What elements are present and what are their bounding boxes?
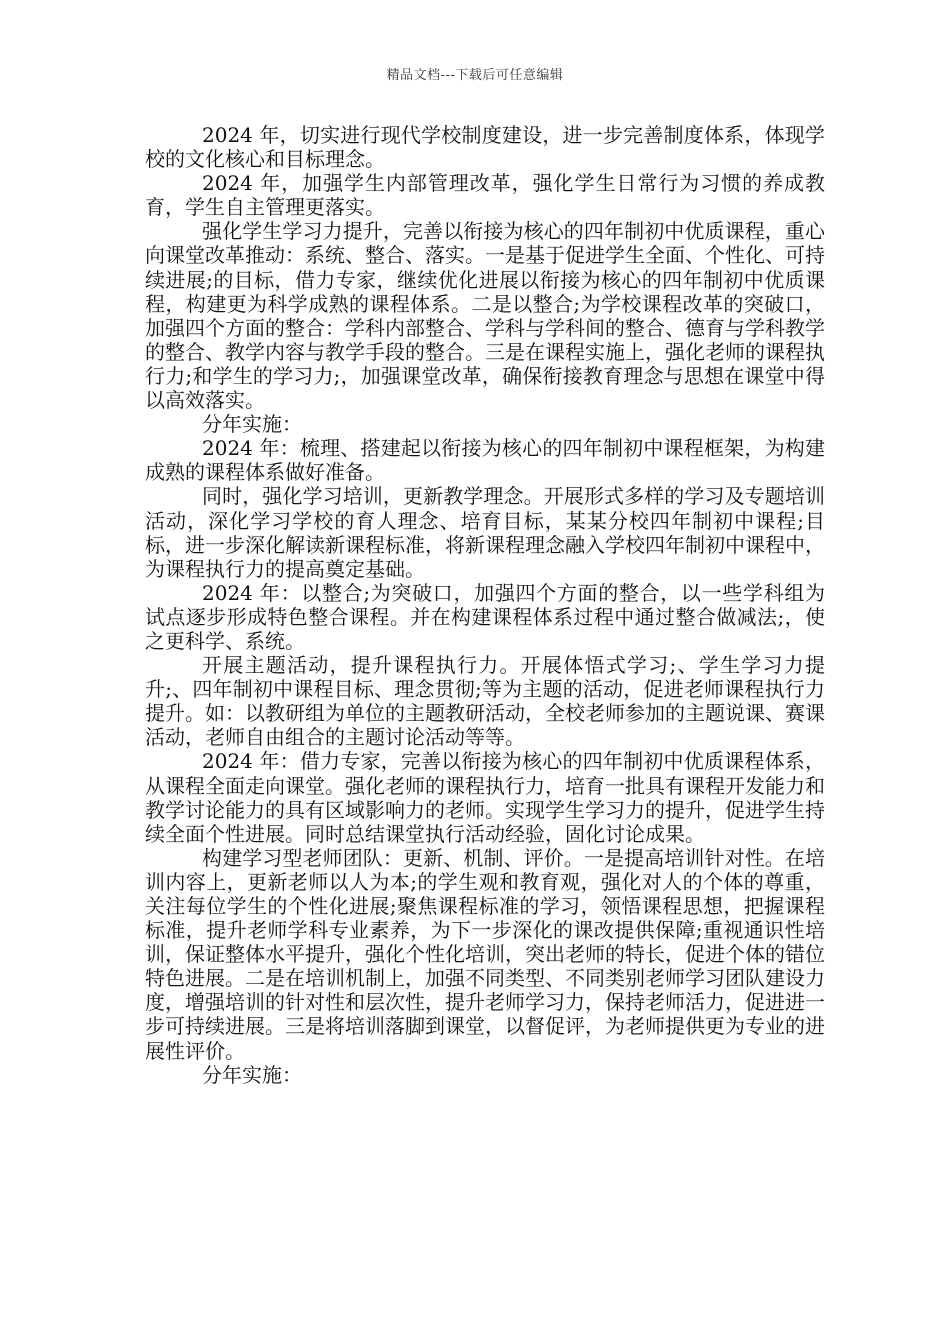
page-header: 精品文档---下载后可任意编辑 bbox=[386, 68, 564, 83]
paragraph: 同时，强化学习培训，更新教学理念。开展形式多样的学习及专题培训活动，深化学习学校的育人理念、培育目标，某某分校四年制初中课程;目标，进一步深化解读新课程标准，将新课程理念融入学校四年制初中课程中，为课程执行力的提高奠定基础。 bbox=[145, 484, 825, 581]
paragraph: 2024 年：借力专家，完善以衔接为核心的四年制初中优质课程体系，从课程全面走向课堂。强化老师的课程执行力，培育一批具有课程开发能力和教学讨论能力的具有区域影响力的老师。实现学生学习力的提升，促进学生持续全面个性进展。同时总结课堂执行活动经验，固化讨论成果。 bbox=[145, 749, 825, 846]
section-label: 分年实施： bbox=[202, 412, 302, 437]
paragraph: 2024 年，加强学生内部管理改革，强化学生日常行为习惯的养成教育，学生自主管理更落实。 bbox=[145, 171, 825, 220]
paragraph: 构建学习型老师团队：更新、机制、评价。一是提高培训针对性。在培训内容上，更新老师以人为本;的学生观和教育观，强化对人的个体的尊重，关注每位学生的个性化进展;聚焦课程标准的学习，领悟课程思想，把握课程标准，提升老师学科专业素养，为下一步深化的课改提供保障;重视通识性培训，保证整体水平提升，强化个性化培训，突出老师的特长，促进个体的错位特色进展。二是在培训机制上，加强不同类型、不同类别老师学习团队建设力度，增强培训的针对性和层次性，提升老师学习力，保持老师活力，促进进一步可持续进展。三是将培训落脚到课堂，以督促评，为老师提供更为专业的进展性评价。 bbox=[145, 845, 825, 1063]
section-label: 分年实施： bbox=[202, 1062, 302, 1087]
paragraph: 开展主题活动，提升课程执行力。开展体悟式学习;、学生学习力提升;、四年制初中课程目标、理念贯彻;等为主题的活动，促进老师课程执行力提升。如：以教研组为单位的主题教研活动，全校老师参加的主题说课、赛课活动，老师自由组合的主题讨论活动等等。 bbox=[145, 653, 825, 750]
paragraph: 2024 年：以整合;为突破口，加强四个方面的整合，以一些学科组为试点逐步形成特色整合课程。并在构建课程体系过程中通过整合做减法;，使之更科学、系统。 bbox=[145, 580, 825, 653]
paragraph: 2024 年，切实进行现代学校制度建设，进一步完善制度体系，体现学校的文化核心和目标理念。 bbox=[145, 123, 825, 172]
document-body bbox=[145, 123, 825, 1087]
paragraph: 强化学生学习力提升，完善以衔接为核心的四年制初中优质课程，重心向课堂改革推动：系统、整合、落实。一是基于促进学生全面、个性化、可持续进展;的目标，借力专家，继续优化进展以衔接为核心的四年制初中优质课程，构建更为科学成熟的课程体系。二是以整合;为学校课程改革的突破口，加强四个方面的整合：学科内部整合、学科与学科间的整合、德育与学科教学的整合、教学内容与教学手段的整合。三是在课程实施上，强化老师的课程执行力;和学生的学习力;，加强课堂改革，确保衔接教育理念与思想在课堂中得以高效落实。 bbox=[145, 219, 825, 413]
paragraph: 2024 年：梳理、搭建起以衔接为核心的四年制初中课程框架，为构建成熟的课程体系做好准备。 bbox=[145, 436, 825, 485]
